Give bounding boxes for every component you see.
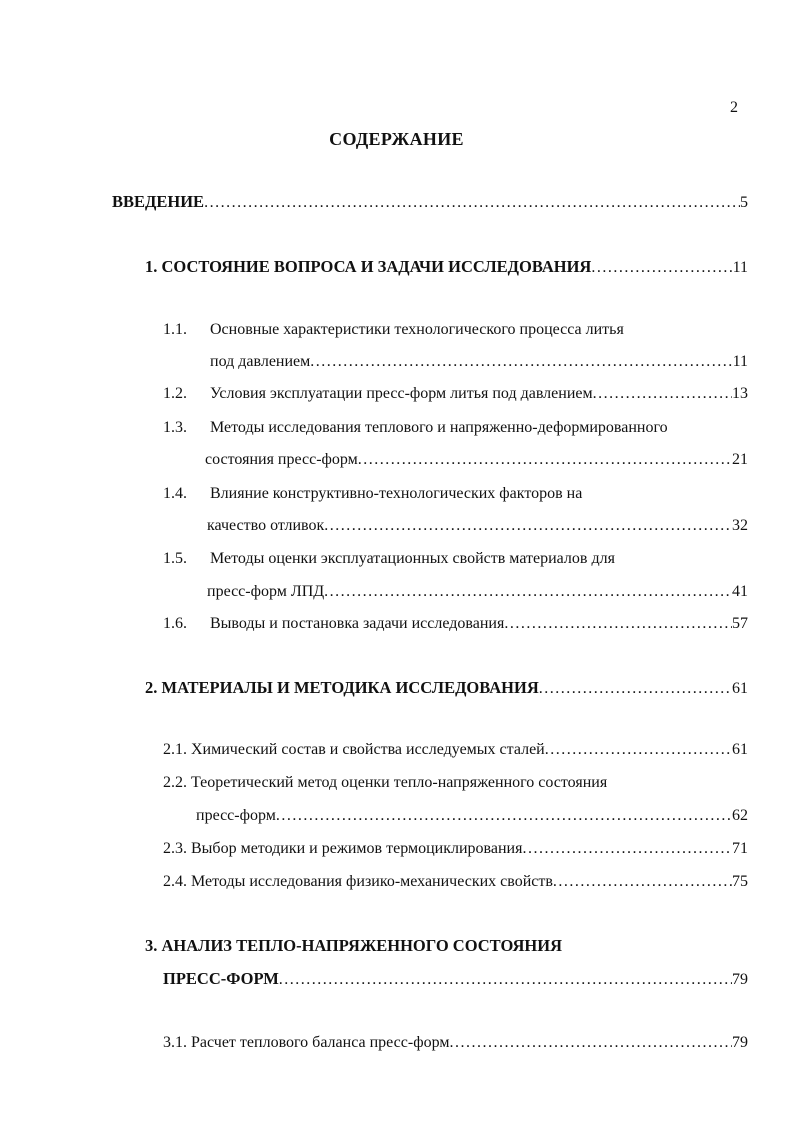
toc-entry-text: 1. СОСТОЯНИЕ ВОПРОСА И ЗАДАЧИ ИССЛЕДОВАНИЯ <box>145 257 592 276</box>
toc-entry-text: под давлением <box>210 353 311 370</box>
leader-dots <box>279 971 732 989</box>
toc-entry-page: 11 <box>732 259 748 276</box>
toc-entry-text: качество отливок <box>207 517 325 534</box>
toc-entry-2-4[interactable] <box>163 873 748 895</box>
leader-dots <box>204 194 740 212</box>
toc-entry-number: 1.2. <box>163 385 187 402</box>
toc-entry-text: Выводы и постановка задачи исследования <box>210 615 505 632</box>
toc-entry-text: ПРЕСС-ФОРМ <box>163 969 279 988</box>
toc-entry-chapter-3-line2[interactable] <box>163 969 748 991</box>
leader-dots <box>539 680 732 698</box>
toc-entry-1-3-line2[interactable] <box>205 451 748 473</box>
toc-entry-text: Основные характеристики технологического процесса литья <box>210 321 624 338</box>
leader-dots <box>504 615 732 633</box>
toc-entry-text: 2. МАТЕРИАЛЫ И МЕТОДИКА ИССЛЕДОВАНИЯ <box>145 678 539 697</box>
toc-entry-text: Методы оценки эксплуатационных свойств материалов для <box>210 550 615 567</box>
toc-entry-text: 2.3. Выбор методики и режимов термоциклирования <box>163 840 523 857</box>
toc-entry-2-3[interactable] <box>163 840 748 862</box>
toc-entry-1-5-line1[interactable] <box>163 550 615 568</box>
toc-title: СОДЕРЖАНИЕ <box>329 129 464 149</box>
toc-entry-1-2[interactable] <box>163 385 748 407</box>
toc-entry-1-5-line2[interactable] <box>207 583 748 605</box>
toc-entry-page: 21 <box>732 451 748 468</box>
toc-entry-page: 5 <box>740 194 748 211</box>
toc-entry-text: 2.4. Методы исследования физико-механических свойств <box>163 873 553 890</box>
toc-entry-1-3-line1[interactable] <box>163 419 668 437</box>
toc-entry-page: 57 <box>732 615 748 632</box>
toc-entry-page: 11 <box>732 353 748 370</box>
toc-entry-page: 75 <box>732 873 748 890</box>
leader-dots <box>358 451 732 469</box>
toc-entry-page: 79 <box>732 971 748 988</box>
toc-entry-page: 32 <box>732 517 748 534</box>
leader-dots <box>324 583 732 601</box>
toc-entry-page: 13 <box>732 385 748 402</box>
toc-entry-text: Методы исследования теплового и напряженно-деформированного <box>210 419 668 436</box>
toc-entry-1-4-line2[interactable] <box>207 517 748 539</box>
toc-entry-text: пресс-форм ЛПД <box>207 583 325 600</box>
toc-entry-text: ВВЕДЕНИЕ <box>112 192 205 211</box>
toc-entry-text: Влияние конструктивно-технологических факторов на <box>210 485 583 502</box>
page-number: 2 <box>730 99 738 116</box>
toc-entry-chapter-3-line1[interactable] <box>145 936 562 956</box>
toc-entry-1-6[interactable] <box>163 615 748 637</box>
toc-entry-page: 41 <box>732 583 748 600</box>
toc-entry-number: 1.5. <box>163 550 187 567</box>
leader-dots <box>276 807 732 825</box>
toc-entry-chapter-2[interactable] <box>145 678 748 700</box>
leader-dots <box>522 840 732 858</box>
toc-entry-chapter-1[interactable] <box>145 257 748 279</box>
toc-entry-2-2-line1[interactable] <box>163 774 607 792</box>
toc-entry-number: 1.4. <box>163 485 187 502</box>
toc-entry-page: 62 <box>732 807 748 824</box>
toc-entry-number: 1.3. <box>163 419 187 436</box>
toc-entry-number: 1.1. <box>163 321 187 338</box>
leader-dots <box>591 259 732 277</box>
toc-entry-text: 3. АНАЛИЗ ТЕПЛО-НАПРЯЖЕННОГО СОСТОЯНИЯ <box>145 936 562 955</box>
toc-entry-intro[interactable] <box>112 192 748 214</box>
leader-dots <box>553 873 732 891</box>
toc-entry-page: 79 <box>732 1034 748 1051</box>
toc-entry-page: 71 <box>732 840 748 857</box>
toc-entry-text: пресс-форм <box>196 807 276 824</box>
leader-dots <box>449 1034 732 1052</box>
leader-dots <box>545 741 732 759</box>
toc-entry-1-1-line1[interactable] <box>163 321 624 339</box>
toc-entry-page: 61 <box>732 680 748 697</box>
toc-entry-text: состояния пресс-форм <box>205 451 358 468</box>
toc-entry-2-2-line2[interactable] <box>196 807 748 829</box>
toc-entry-text: 3.1. Расчет теплового баланса пресс-форм <box>163 1034 450 1051</box>
leader-dots <box>593 385 732 403</box>
toc-entry-3-1[interactable] <box>163 1034 748 1056</box>
leader-dots <box>324 517 732 535</box>
toc-entry-text: 2.2. Теоретический метод оценки тепло-напряженного состояния <box>163 774 608 791</box>
toc-entry-page: 61 <box>732 741 748 758</box>
toc-entry-2-1[interactable] <box>163 741 748 763</box>
toc-entry-1-4-line1[interactable] <box>163 485 582 503</box>
toc-entry-number: 1.6. <box>163 615 187 632</box>
leader-dots <box>310 353 732 371</box>
toc-entry-text: 2.1. Химический состав и свойства исследуемых сталей <box>163 741 545 758</box>
toc-entry-1-1-line2[interactable] <box>210 353 748 375</box>
toc-entry-text: Условия эксплуатации пресс-форм литья под давлением <box>210 385 593 402</box>
